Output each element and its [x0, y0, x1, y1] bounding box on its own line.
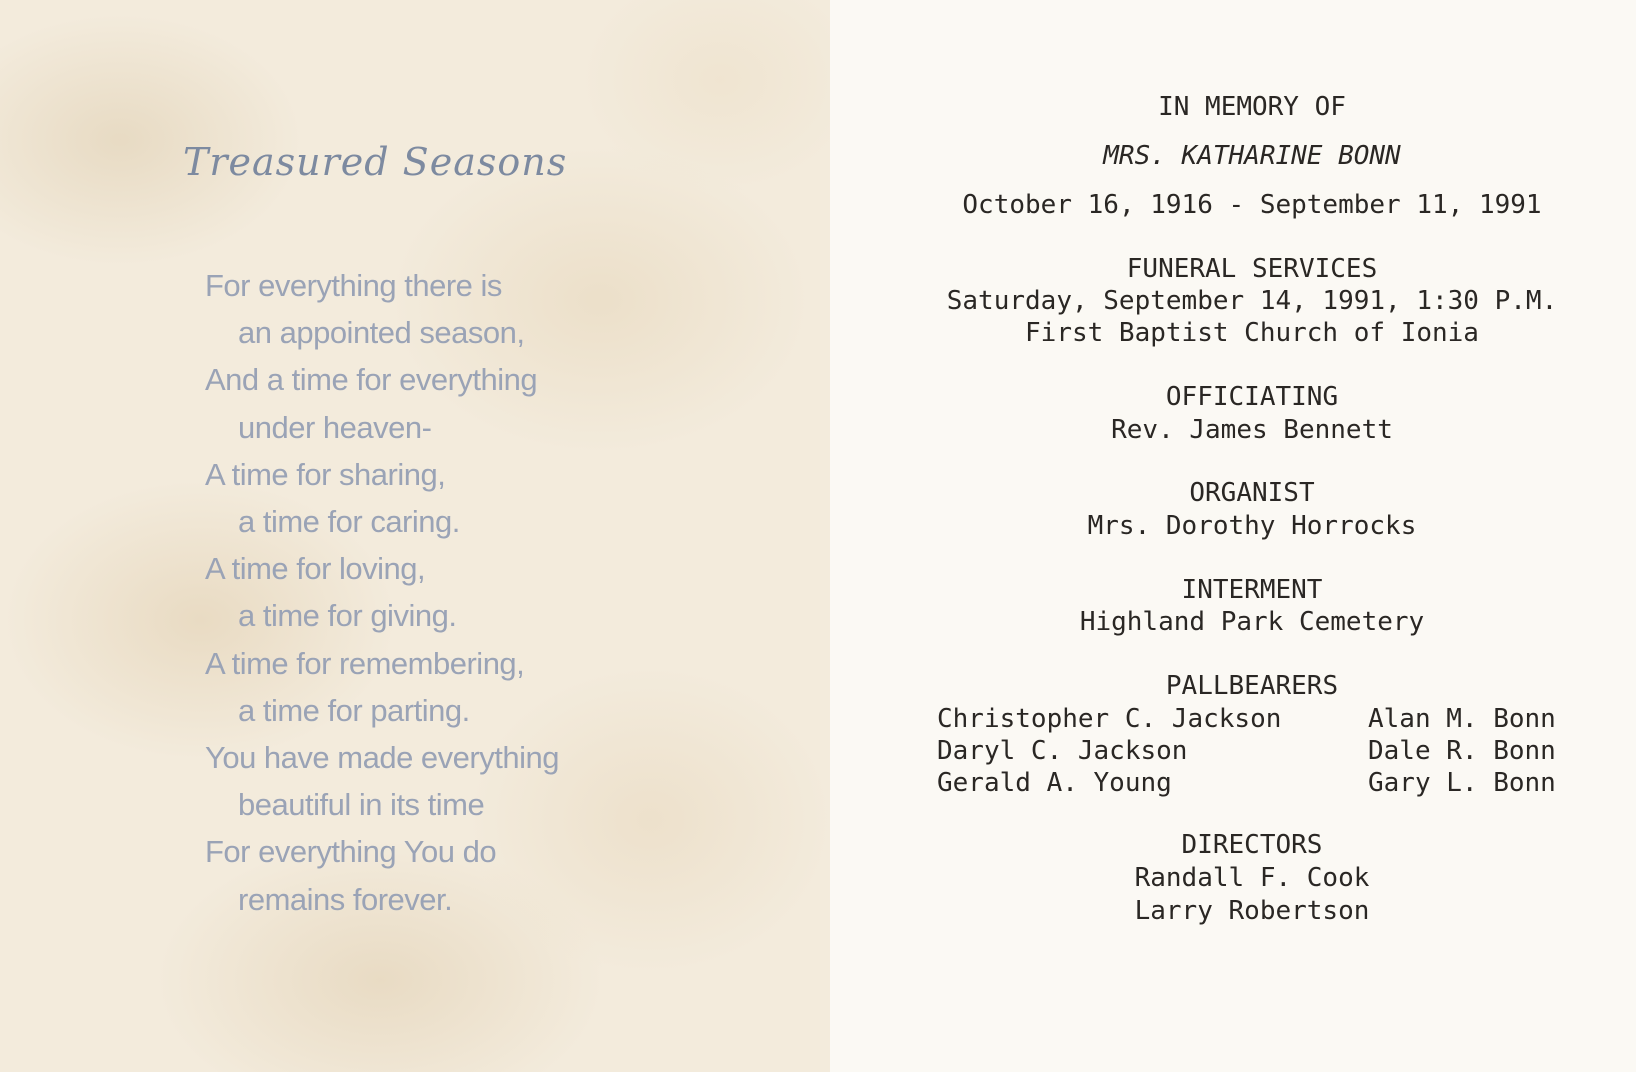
interment-place: Highland Park Cemetery: [1079, 607, 1425, 637]
poem-line: For everything You do: [205, 834, 497, 870]
director-name: Randall F. Cook: [1134, 863, 1370, 893]
pallbearer-name: Gerald A. Young: [937, 768, 1172, 798]
poem-line: an appointed season,: [238, 315, 525, 351]
poem-title: Treasured Seasons: [183, 140, 568, 184]
pallbearer-name: Dale R. Bonn: [1368, 736, 1556, 766]
memorial-heading: IN MEMORY OF: [1158, 92, 1346, 122]
interment-heading: INTERMENT: [1181, 575, 1323, 605]
deceased-name: MRS. KATHARINE BONN: [1103, 141, 1401, 171]
organist-heading: ORGANIST: [1189, 478, 1315, 508]
pallbearer-name: Christopher C. Jackson: [937, 704, 1282, 734]
poem-line: A time for loving,: [205, 551, 426, 587]
poem-line: You have made everything: [205, 740, 559, 776]
pallbearers-heading: PALLBEARERS: [1165, 671, 1339, 701]
poem-line: beautiful in its time: [238, 787, 485, 823]
pallbearer-name: Gary L. Bonn: [1368, 768, 1556, 798]
poem-line: A time for remembering,: [205, 645, 525, 681]
poem-line: a time for parting.: [238, 692, 470, 728]
pallbearer-name: Daryl C. Jackson: [937, 736, 1188, 766]
poem-line: A time for sharing,: [205, 456, 446, 492]
funeral-services-heading: FUNERAL SERVICES: [1126, 254, 1378, 284]
poem-line: For everything there is: [205, 268, 502, 303]
funeral-datetime: Saturday, September 14, 1991, 1:30 P.M.: [946, 286, 1558, 316]
poem-line: under heaven-: [238, 409, 432, 445]
pallbearer-name: Alan M. Bonn: [1368, 704, 1556, 734]
life-dates: October 16, 1916 - September 11, 1991: [962, 190, 1542, 220]
director-name: Larry Robertson: [1134, 896, 1370, 926]
directors-heading: DIRECTORS: [1181, 830, 1323, 860]
poem-line: a time for caring.: [238, 504, 460, 540]
poem-line: And a time for everything: [205, 362, 538, 398]
poem-line: a time for giving.: [238, 598, 457, 634]
organist-name: Mrs. Dorothy Horrocks: [1087, 511, 1417, 541]
poem-line: remains forever.: [238, 881, 453, 917]
officiating-name: Rev. James Bennett: [1111, 415, 1393, 445]
poem: [205, 262, 559, 923]
funeral-place: First Baptist Church of Ionia: [1025, 318, 1479, 348]
officiating-heading: OFFICIATING: [1165, 382, 1339, 412]
